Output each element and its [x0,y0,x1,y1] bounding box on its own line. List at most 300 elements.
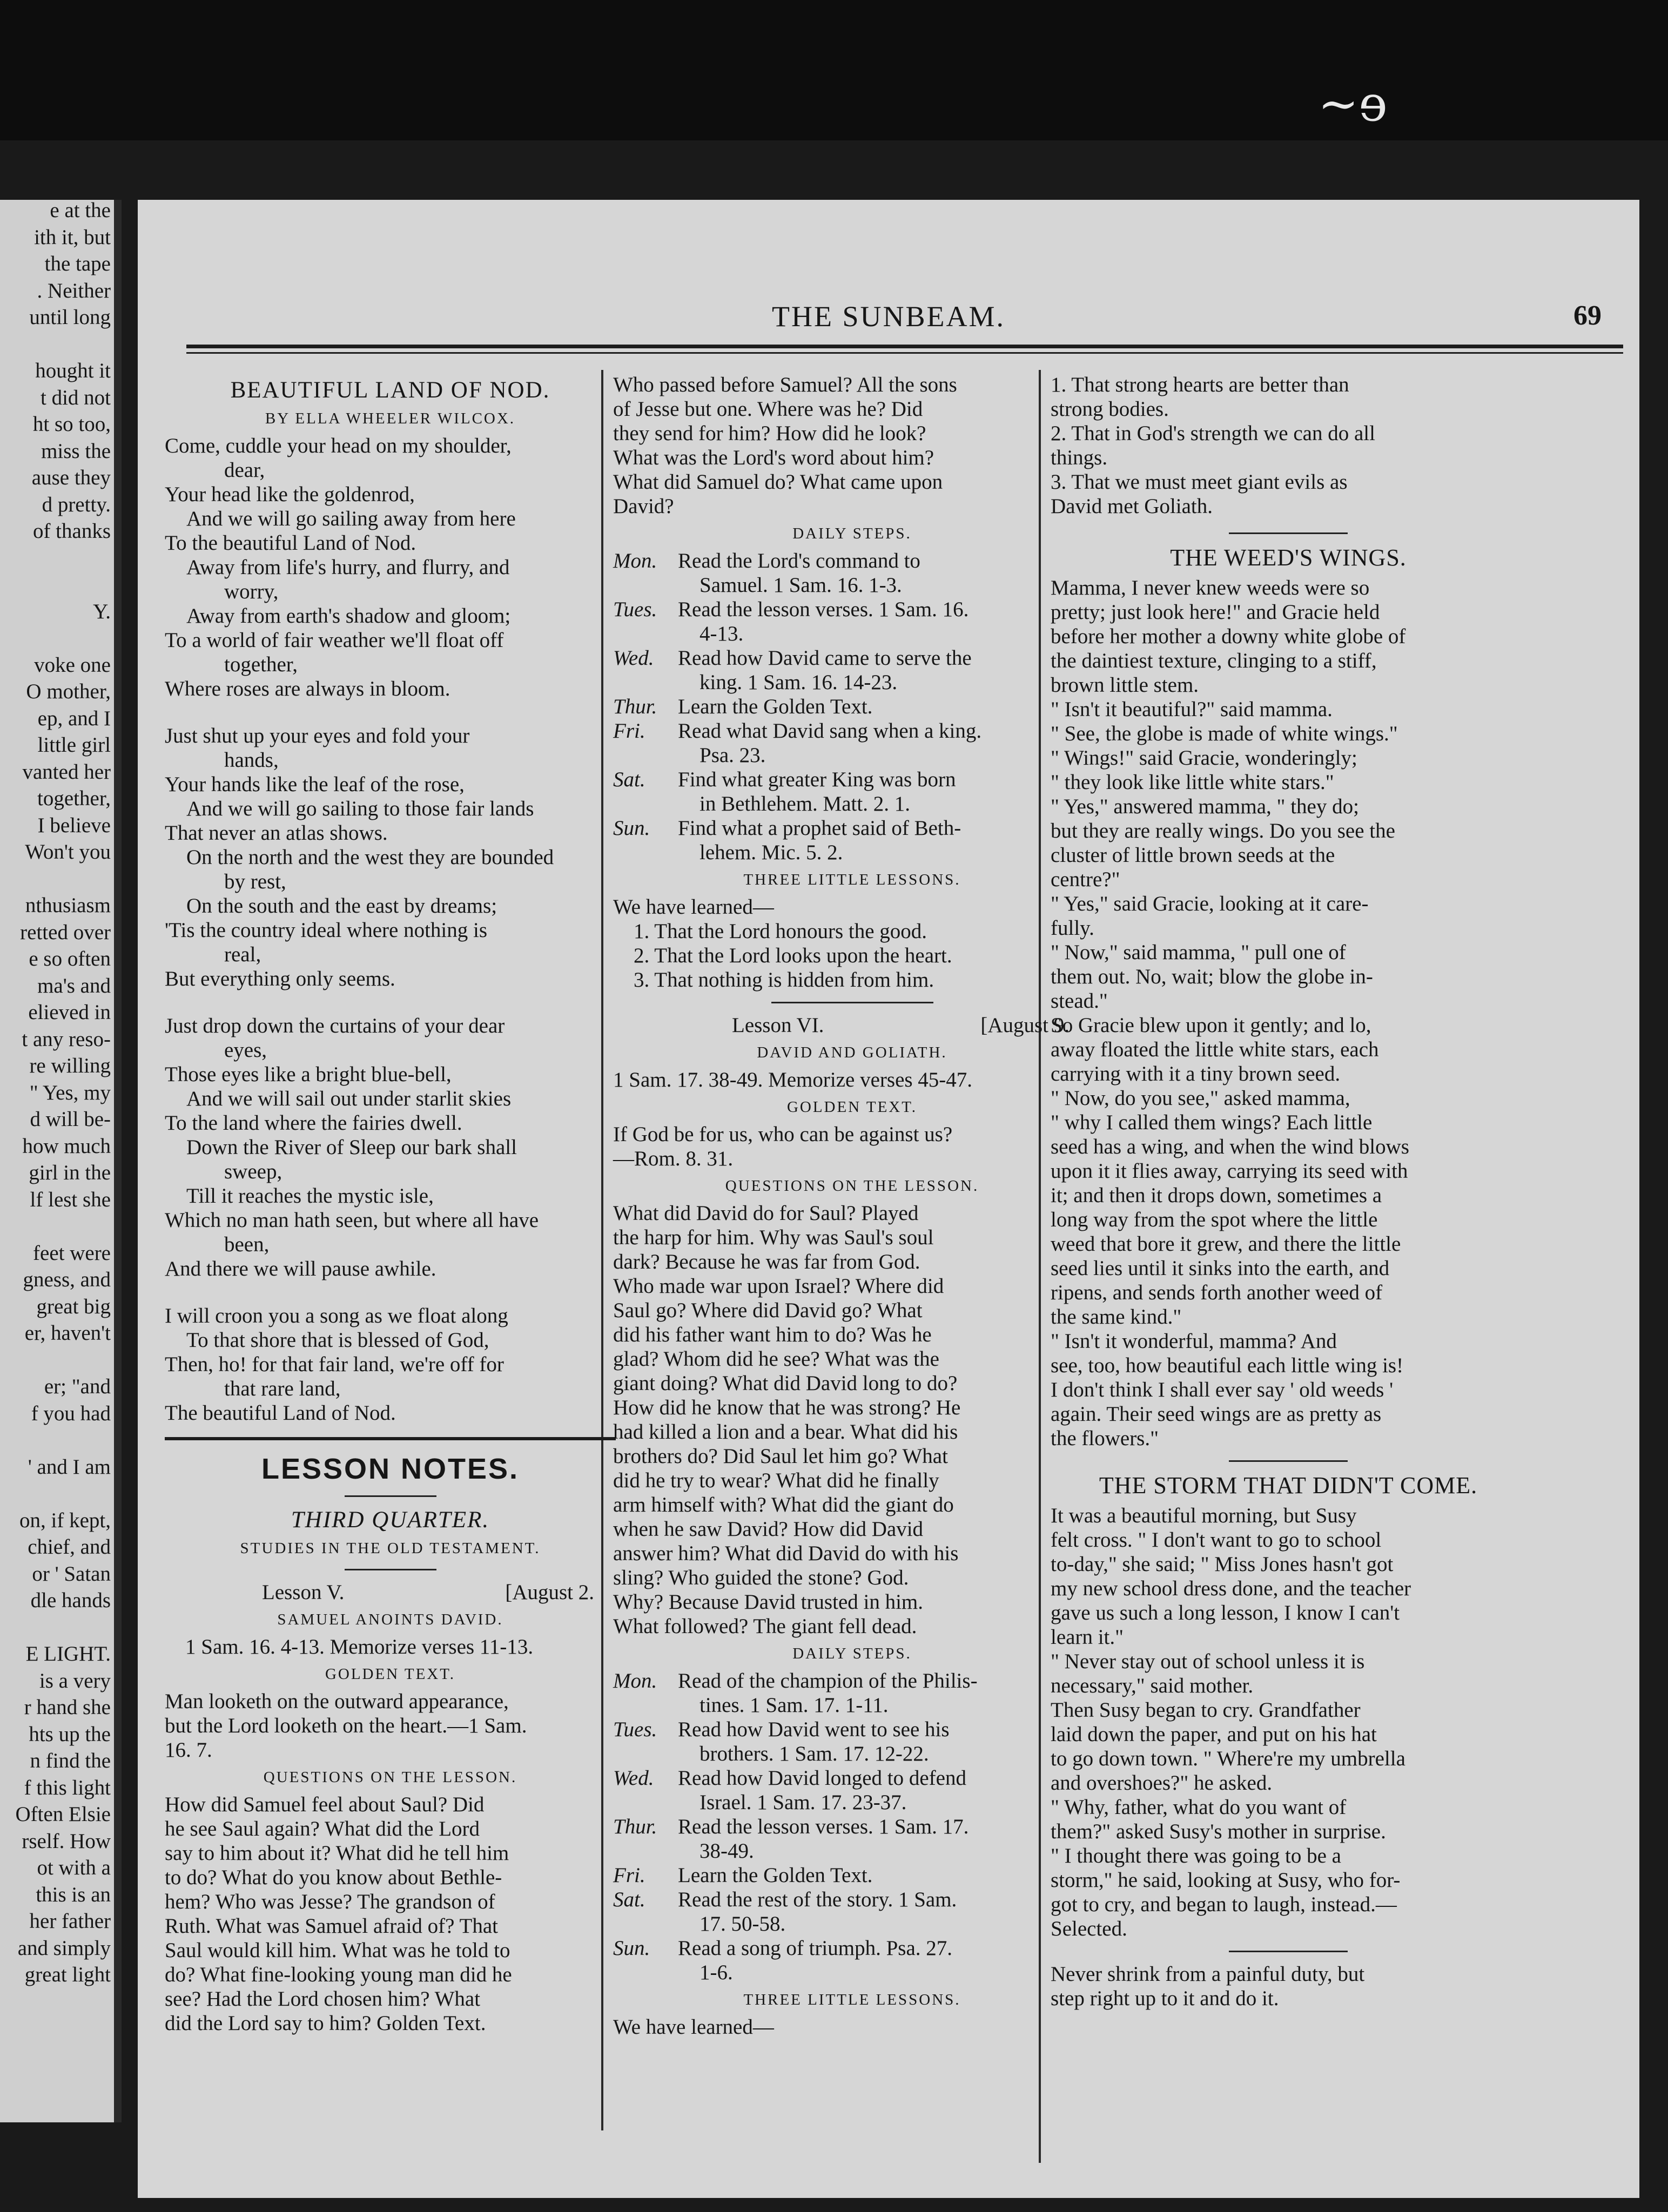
lesson-6-date: [August 9. [980,1014,1070,1037]
previous-page-line: Often Elsie [15,1803,111,1826]
text-line: learn it." [1051,1626,1124,1649]
poem-line: To that shore that is blessed of God, [186,1328,489,1352]
text-line: when he saw David? How did David [613,1518,924,1541]
text-line: What followed? The giant fell dead. [613,1615,917,1638]
daily-step-row [613,1717,1091,1766]
daily-step-day: Mon. [613,1669,657,1692]
previous-page-line: how much [22,1134,111,1158]
daily-step-text [678,1766,1091,1815]
text-line: hem? Who was Jesse? The grandson of [165,1890,495,1913]
lesson-5-reference: 1 Sam. 16. 4-13. Memorize verses 11-13. [185,1635,534,1658]
previous-page-line: miss the [41,439,111,463]
daily-step-row [613,1669,1091,1717]
previous-page-line: the tape [44,252,111,275]
daily-step-row [613,1863,1091,1887]
text-line: the harp for him. Why was Saul's soul [613,1226,934,1249]
section-rule [165,1437,616,1440]
previous-page-line: great light [24,1963,111,1986]
daily-step-day: Thur. [613,695,657,718]
poem-author: BY ELLA WHEELER WILCOX. [265,410,516,427]
weeds-story-text [1051,576,1526,1451]
poem-line: 'Tis the country ideal where nothing is [165,919,488,942]
previous-page-line: until long [29,306,111,329]
daily-step-text [678,816,1091,865]
short-rule [1229,532,1348,534]
text-line: " Wings!" said Gracie, wonderingly; [1051,746,1357,770]
daily-step-day: Sat. [613,768,645,791]
poem-line: Where roses are always in bloom. [165,677,450,700]
text-line: upon it it flies away, carrying its seed with [1051,1159,1408,1183]
text-line: " Now, do you see," asked mamma, [1051,1087,1350,1110]
poem-stanza [165,1014,616,1281]
previous-page-rule [114,200,122,2122]
text-line: What did David do for Saul? Played [613,1202,919,1225]
questions-label: QUESTIONS ON THE LESSON. [263,1769,517,1786]
daily-step-line: 4-13. [700,622,744,645]
daily-step-line: Read how David longed to defend [678,1766,966,1790]
daily-step-text [678,549,1091,597]
text-line: David met Goliath. [1051,495,1213,518]
previous-page-line: ith it, but [34,225,111,249]
lesson-6-title: DAVID AND GOLIATH. [757,1044,947,1061]
daily-step-row [613,646,1091,694]
text-line: gave us such a long lesson, I know I can't [1051,1601,1400,1624]
previous-page-line: t any reso- [22,1027,111,1051]
daily-step-line: Israel. 1 Sam. 17. 23-37. [700,1791,907,1814]
text-line: he see Saul again? What did the Lord [165,1817,480,1840]
text-line: pretty; just look here!" and Gracie held [1051,601,1380,624]
page-title: THE SUNBEAM. [771,300,1005,333]
text-line: laid down the paper, and put on his hat [1051,1723,1377,1746]
previous-page-line: ht so too, [32,413,111,436]
previous-page-line: hts up the [29,1722,111,1746]
daily-step-row [613,1815,1091,1863]
lesson-5-daily-steps [613,549,1091,865]
previous-page-line: vanted her [22,760,111,784]
storm-story-text [1051,1503,1526,1941]
text-line: 1. That strong hearts are better than [1051,373,1349,396]
previous-page-line: n find the [30,1749,111,1772]
previous-page-line: of thanks [32,520,111,543]
poem-line: by rest, [224,870,286,893]
previous-page-line: e at the [50,200,111,222]
poem-line: To the beautiful Land of Nod. [165,531,416,555]
text-line: but the Lord looketh on the heart.—1 Sam. [165,1714,527,1737]
short-rule [345,1495,436,1497]
lesson-6-reference: 1 Sam. 17. 38-49. Memorize verses 45-47. [613,1068,973,1091]
previous-page-line: on, if kept, [19,1508,111,1532]
daily-step-line: Read the rest of the story. 1 Sam. [678,1888,957,1911]
daily-step-line: in Bethlehem. Matt. 2. 1. [700,792,910,815]
text-line: weed that bore it grew, and there the little [1051,1232,1401,1256]
lesson-6-daily-steps [613,1669,1091,1985]
text-line: I don't think I shall ever say ' old weeds ' [1051,1378,1394,1401]
poem-title: BEAUTIFUL LAND OF NOD. [230,377,550,403]
corner-mark: ~ɘ [1318,76,1388,132]
lesson-6-learned [1051,373,1526,518]
text-line: the same kind." [1051,1305,1182,1328]
page-number: 69 [1573,300,1602,331]
text-line: Why? Because David trusted in him. [613,1590,924,1614]
daily-step-text [678,1717,1091,1766]
lesson-6-label: Lesson VI. [732,1014,824,1037]
text-line: Never shrink from a painful duty, but [1051,1963,1365,1986]
text-line: David? [613,495,674,518]
header-rule-thin [186,352,1623,354]
daily-step-line: Read the lesson verses. 1 Sam. 17. [678,1815,969,1838]
text-line: necessary," said mother. [1051,1674,1254,1697]
daily-step-line: Samuel. 1 Sam. 16. 1-3. [700,574,902,597]
previous-page-line: d will be- [30,1108,111,1131]
header-rule [186,345,1623,348]
previous-page-line: " Yes, my [29,1081,111,1104]
text-line: How did he know that he was strong? He [613,1396,961,1419]
daily-step-line: brothers. 1 Sam. 17. 12-22. [700,1742,929,1765]
previous-page-line: this is an [36,1883,111,1906]
previous-page-line: t did not [40,386,111,409]
previous-page-line: rself. How [22,1829,111,1853]
daily-step-text [678,1863,1091,1887]
daily-step-row [613,1936,1091,1985]
previous-page-line: her father [29,1910,111,1933]
daily-step-line: king. 1 Sam. 16. 14-23. [700,671,898,694]
poem-line: I will croon you a song as we float along [165,1304,508,1327]
text-line: step right up to it and do it. [1051,1987,1279,2010]
text-line: away floated the little white stars, each [1051,1038,1379,1061]
text-line: Who passed before Samuel? All the sons [613,373,957,396]
text-line: So Gracie blew upon it gently; and lo, [1051,1014,1371,1037]
daily-step-text [678,767,1091,816]
text-line: again. Their seed wings are as pretty as [1051,1402,1382,1426]
text-line: do? What fine-looking young man did he [165,1963,512,1986]
text-line: " I thought there was going to be a [1051,1844,1341,1867]
text-line: glad? Whom did he see? What was the [613,1347,939,1371]
text-line: did the Lord say to him? Golden Text. [165,2012,486,2035]
text-line: long way from the spot where the little [1051,1208,1378,1231]
daily-step-line: Read of the champion of the Philis- [678,1669,978,1692]
previous-page-line: retted over [20,920,111,944]
daily-step-line: 17. 50-58. [700,1912,786,1936]
text-line: brown little stem. [1051,673,1199,697]
poem-line: Away from life's hurry, and flurry, and [186,556,510,579]
daily-step-line: Read how David went to see his [678,1718,950,1741]
text-line: had killed a lion and a bear. What did his [613,1420,958,1444]
daily-step-day: Thur. [613,1815,657,1838]
poem-line: To the land where the fairies dwell. [165,1111,462,1135]
text-line: 3. That we must meet giant evils as [1051,470,1348,494]
text-line: but they are really wings. Do you see the [1051,819,1395,842]
daily-step-text [678,694,1091,719]
text-line: answer him? What did David do with his [613,1542,959,1565]
previous-page-line: . Neither [37,279,111,302]
previous-page-line: ma's and [37,974,111,997]
text-line: If God be for us, who can be against us? [613,1123,953,1146]
lesson-5-header [165,1580,616,1604]
poem-line: On the south and the east by dreams; [186,894,497,918]
poem-line: To a world of fair weather we'll float off [165,629,504,652]
daily-step-line: tines. 1 Sam. 17. 1-11. [700,1694,889,1717]
poem-line: together, [224,653,298,676]
text-line: giant doing? What did David long to do? [613,1372,958,1395]
lesson-notes-heading: LESSON NOTES. [261,1453,520,1485]
poem-line: That never an atlas shows. [165,821,388,845]
poem-line: Just drop down the curtains of your dear [165,1014,505,1037]
lesson-5-title: SAMUEL ANOINTS DAVID. [277,1611,503,1628]
daily-step-row [613,1766,1091,1815]
text-line: see? Had the Lord chosen him? What [165,1987,481,2011]
text-line: to-day," she said; " Miss Jones hasn't got [1051,1553,1394,1576]
text-line: What did Samuel do? What came upon [613,470,943,494]
previous-page-line: ot with a [37,1856,111,1879]
poem-line: Come, cuddle your head on my shoulder, [165,434,512,457]
weeds-story-title: THE WEED'S WINGS. [1170,544,1407,571]
daily-step-row [613,549,1091,597]
previous-page-line: and simply [17,1936,111,1960]
text-line: centre?" [1051,868,1120,891]
poem-line: Those eyes like a bright blue-bell, [165,1063,452,1086]
column-1 [165,373,616,2035]
text-line: seed has a wing, and when the wind blows [1051,1135,1409,1158]
lesson-5-questions-continued [613,373,1091,518]
previous-page-line: voke one [34,653,111,677]
text-line: 2. That in God's strength we can do all [1051,422,1375,445]
lesson-6-header [613,1013,1091,1037]
lesson-6-questions [613,1201,1091,1638]
lesson-5-questions [165,1792,616,2035]
poem-line: real, [224,943,261,966]
text-line: of Jesse but one. Where was he? Did [613,397,923,421]
poem-line: Then, ho! for that fair land, we're off for [165,1353,504,1376]
daily-step-line: Find what a prophet said of Beth- [678,817,961,840]
text-line: " Yes," said Gracie, looking at it care- [1051,892,1369,915]
previous-page-line: together, [37,787,111,810]
previous-page-line: f this light [24,1776,111,1799]
daily-step-line: 38-49. [700,1839,754,1863]
daily-step-line: Find what greater King was born [678,768,956,791]
previous-page-line: or ' Satan [32,1562,111,1586]
text-line: strong bodies. [1051,397,1169,421]
previous-page-line: er, haven't [24,1321,111,1345]
short-rule [1229,1951,1348,1952]
daily-step-line: Read what David sang when a king. [678,719,982,743]
text-line: " they look like little white stars." [1051,771,1334,794]
previous-page-fragment [0,200,122,2122]
poem-line: But everything only seems. [165,967,395,990]
poem-line: Away from earth's shadow and gloom; [186,604,511,628]
daily-step-day: Mon. [613,549,657,572]
text-line: Then Susy began to cry. Grandfather [1051,1698,1361,1722]
golden-text-label: GOLDEN TEXT. [786,1098,918,1116]
previous-page-line: is a very [39,1669,111,1692]
text-line: stead." [1051,989,1108,1013]
previous-page-line: lf lest she [30,1188,111,1211]
lesson-5-date: [August 2. [505,1581,594,1604]
poem-line: eyes, [224,1038,267,1062]
text-line: sling? Who guided the stone? God. [613,1566,909,1589]
text-line: Man looketh on the outward appearance, [165,1690,509,1713]
golden-text-label: GOLDEN TEXT. [325,1665,456,1683]
closing-maxim [1051,1962,1526,2011]
dark-scan-border [0,0,1668,140]
we-have-learned: We have learned— [613,895,774,919]
newspaper-page [138,200,1639,2198]
three-little-lessons-label: THREE LITTLE LESSONS. [743,1991,961,2008]
previous-page-line: e so often [29,947,111,970]
text-line: see, too, how beautiful each little wing is! [1051,1354,1404,1377]
previous-page-line: ep, and I [37,706,111,730]
poem-line: that rare land, [224,1377,341,1400]
daily-step-line: Learn the Golden Text. [678,1864,873,1887]
poem-line: The beautiful Land of Nod. [165,1401,396,1425]
text-line: Ruth. What was Samuel afraid of? That [165,1914,498,1938]
poem-stanza [165,1304,616,1425]
quarter-heading: THIRD QUARTER. [291,1507,490,1533]
text-line: felt cross. " I don't want to go to school [1051,1528,1382,1552]
poem-line: Just shut up your eyes and fold your [165,724,470,747]
text-line: " See, the globe is made of white wings." [1051,722,1398,745]
daily-step-row [613,694,1091,719]
daily-step-row [613,597,1091,646]
text-line: storm," he said, looking at Susy, who for- [1051,1869,1401,1892]
poem-line: And there we will pause awhile. [165,1257,436,1280]
previous-page-line: ause they [31,466,111,489]
daily-step-line: 1-6. [700,1961,733,1984]
poem-line: Till it reaches the mystic isle, [186,1184,434,1208]
poem-line: worry, [224,580,279,603]
daily-step-day: Fri. [613,719,645,743]
poem-stanza [165,434,616,701]
daily-step-line: Psa. 23. [700,744,766,767]
daily-step-day: Wed. [613,646,654,670]
text-line: seed lies until it sinks into the earth, and [1051,1257,1390,1280]
text-line: Saul would kill him. What was he told to [165,1939,510,1962]
text-line: carrying with it a tiny brown seed. [1051,1062,1341,1085]
poem-line: And we will go sailing away from here [186,507,516,530]
text-line: they send for him? How did he look? [613,422,926,445]
previous-page-line: chief, and [28,1535,111,1559]
text-line: " Never stay out of school unless it is [1051,1650,1365,1673]
daily-step-text [678,1815,1091,1863]
previous-page-line: dle hands [30,1589,111,1612]
previous-page-line: O mother, [26,680,111,703]
daily-step-text [678,719,1091,767]
poem-line: Your hands like the leaf of the rose, [165,773,465,796]
daily-step-day: Wed. [613,1766,654,1790]
text-line: " Isn't it wonderful, mamma? And [1051,1330,1337,1353]
previous-page-line: girl in the [29,1161,111,1184]
poem-line: Your head like the goldenrod, [165,483,415,506]
previous-page-line: elieved in [28,1001,111,1024]
lesson-5-label: Lesson V. [262,1581,345,1604]
text-line: the daintiest texture, clinging to a stiff, [1051,649,1377,672]
daily-step-row [613,1887,1091,1936]
text-line: arm himself with? What did the giant do [613,1493,954,1516]
short-rule [1229,1460,1348,1462]
text-line: 1. That the Lord honours the good. [634,920,927,943]
text-line: 16. 7. [165,1738,212,1762]
text-line: the flowers." [1051,1427,1159,1450]
text-line: —Rom. 8. 31. [613,1147,734,1170]
text-line: them?" asked Susy's mother in surprise. [1051,1820,1386,1843]
text-line: things. [1051,446,1108,469]
daily-step-text [678,597,1091,646]
text-line: before her mother a downy white globe of [1051,625,1406,648]
text-line: it; and then it drops down, sometimes a [1051,1184,1382,1207]
poem-line: On the north and the west they are bounded [186,846,554,869]
daily-step-day: Sun. [613,1937,650,1960]
daily-step-text [678,646,1091,694]
previous-page-line: hought it [35,359,111,382]
previous-page-line: f you had [31,1401,111,1425]
daily-step-row [613,767,1091,816]
previous-page-line: little girl [37,733,111,757]
text-line: 3. That nothing is hidden from him. [634,968,934,992]
daily-step-line: Read a song of triumph. Psa. 27. [678,1937,953,1960]
poem-line: And we will go sailing to those fair lands [186,797,534,820]
text-line: them out. No, wait; blow the globe in- [1051,965,1373,988]
daily-step-line: lehem. Mic. 5. 2. [700,841,843,864]
poem-body [165,434,616,1425]
previous-page-line: Won't you [25,840,111,864]
poem-line: sweep, [224,1160,283,1183]
text-line: " Isn't it beautiful?" said mamma. [1051,698,1333,721]
previous-page-line: r hand she [24,1696,111,1719]
we-have-learned: We have learned— [613,2015,774,2039]
previous-page-line: re willing [29,1054,111,1077]
poem-line: And we will sail out under starlit skies [186,1087,512,1110]
previous-page-line: nthusiasm [25,894,111,917]
previous-page-line: ' and I am [28,1455,111,1479]
text-line: to do? What do you know about Bethle- [165,1866,502,1889]
text-line: It was a beautiful morning, but Susy [1051,1504,1357,1527]
daily-step-day: Tues. [613,1718,657,1741]
poem-line: hands, [224,748,279,772]
daily-step-day: Tues. [613,598,657,621]
text-line: " Now," said mamma, " pull one of [1051,941,1346,964]
poem-line: Down the River of Sleep our bark shall [186,1136,517,1159]
daily-step-day: Sat. [613,1888,645,1911]
lesson-5-learned [613,919,1091,992]
daily-step-line: Read the lesson verses. 1 Sam. 16. [678,598,969,621]
poem-stanza [165,724,616,991]
text-line: did his father want him to do? Was he [613,1323,932,1346]
daily-step-line: Read how David came to serve the [678,646,972,670]
daily-steps-label: DAILY STEPS. [792,525,912,542]
text-line: Selected. [1051,1917,1127,1940]
poem-line: been, [224,1233,270,1256]
lesson-6-golden-text [613,1122,1091,1171]
daily-step-day: Sun. [613,817,650,840]
daily-step-text [678,1887,1091,1936]
text-line: " Why, father, what do you want of [1051,1796,1347,1819]
text-line: ripens, and sends forth another weed of [1051,1281,1383,1304]
text-line: to go down town. " Where're my umbrella [1051,1747,1405,1770]
poem-line: Which no man hath seen, but where all have [165,1209,539,1232]
previous-page-line: Y. [93,599,111,623]
daily-step-line: Learn the Golden Text. [678,695,873,718]
text-line: fully. [1051,916,1094,940]
text-line: Who made war upon Israel? Where did [613,1274,944,1298]
text-line: got to cry, and began to laugh, instead.— [1051,1893,1397,1916]
daily-step-row [613,816,1091,865]
previous-page-line: d pretty. [42,493,111,516]
text-line: and overshoes?" he asked. [1051,1771,1273,1795]
previous-page-line: er; "and [44,1375,111,1398]
previous-page-line: feet were [33,1241,111,1265]
text-line: Saul go? Where did David go? What [613,1299,923,1322]
text-line: dark? Because he was far from God. [613,1250,920,1273]
daily-step-text [678,1669,1091,1717]
